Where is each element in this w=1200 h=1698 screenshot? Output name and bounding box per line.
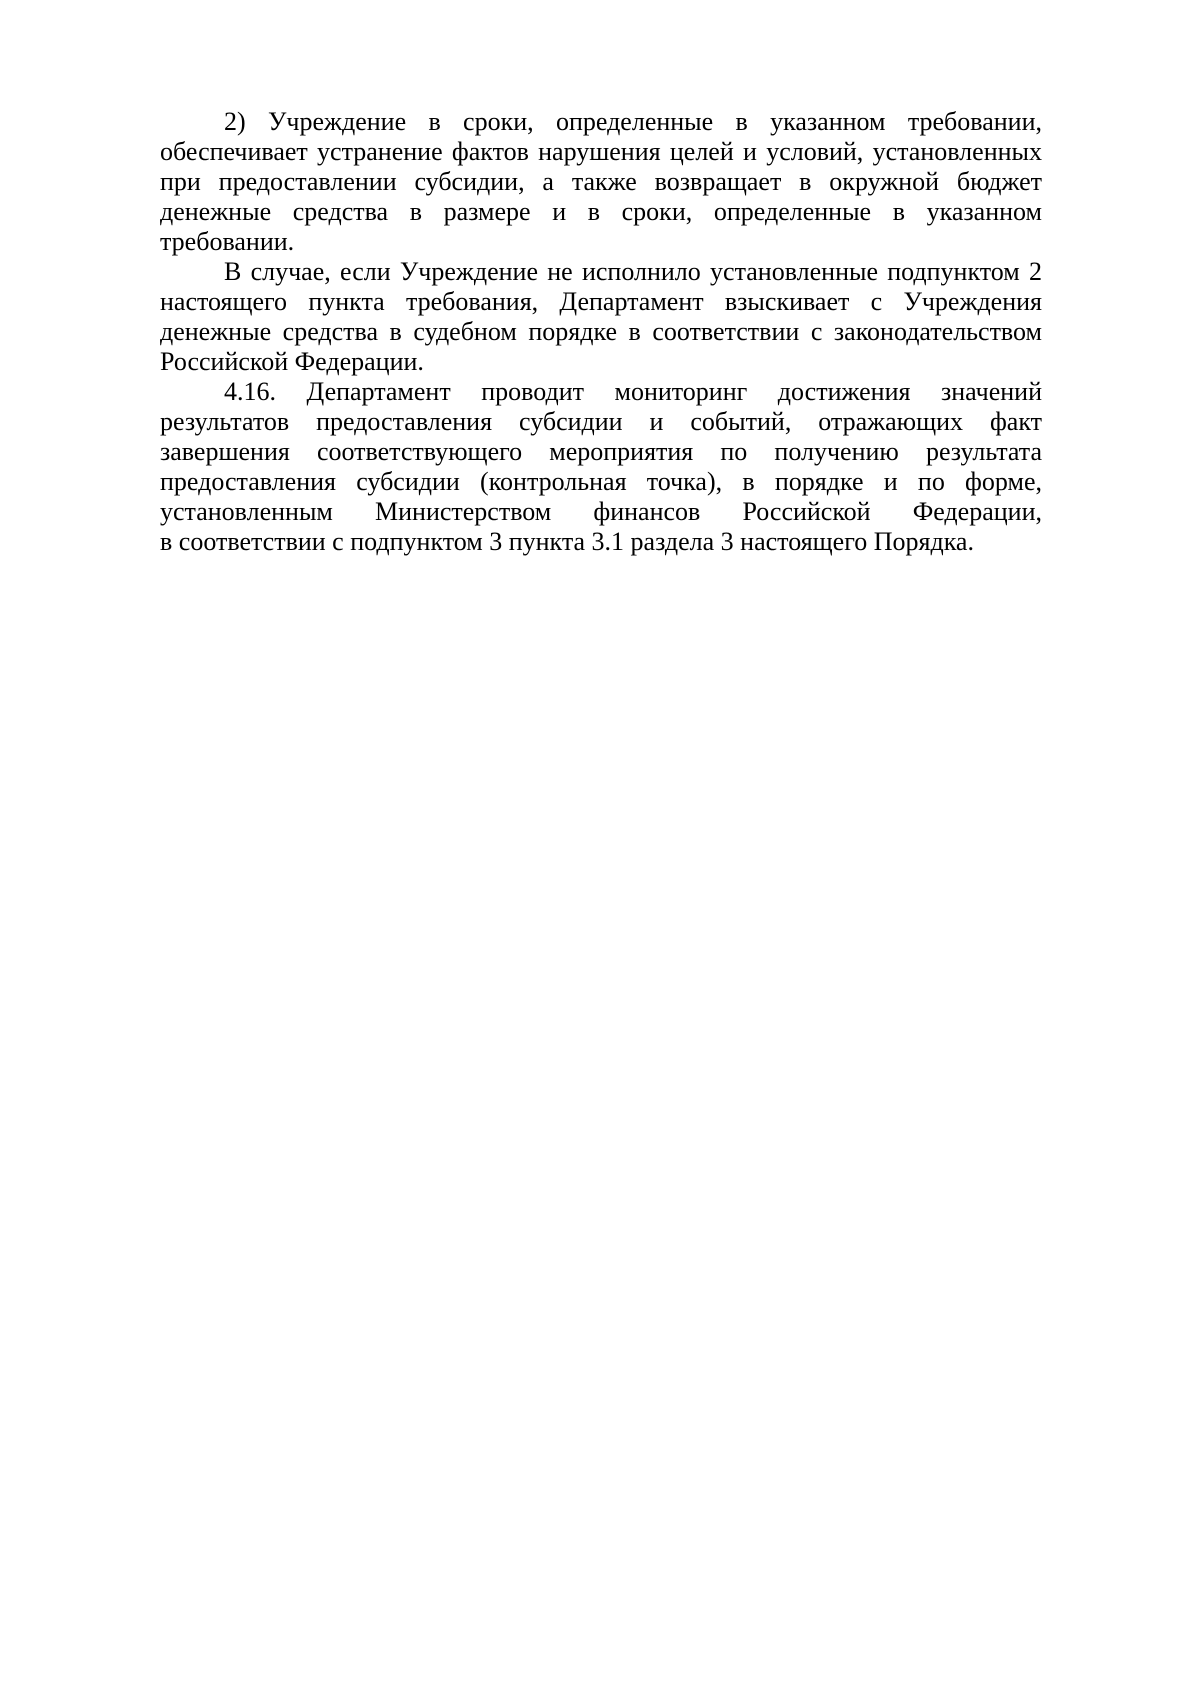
- text-line: результатов предоставления субсидии и событий, отражающих факт: [160, 407, 1042, 436]
- text-line: настоящего пункта требования, Департамент взыскивает с Учреждения: [160, 287, 1042, 316]
- text-line: при предоставлении субсидии, а также возвращает в окружной бюджет: [160, 167, 1042, 196]
- text-line: в соответствии с подпунктом 3 пункта 3.1 раздела 3 настоящего Порядка.: [160, 527, 974, 556]
- paragraph: [160, 377, 1042, 557]
- text-line: предоставления субсидии (контрольная точка), в порядке и по форме,: [160, 467, 1042, 496]
- document-page: [160, 107, 1042, 557]
- paragraph: [160, 257, 1042, 377]
- text-line: Российской Федерации.: [160, 347, 424, 376]
- text-line: денежные средства в размере и в сроки, определенные в указанном: [160, 197, 1042, 226]
- paragraph: [160, 107, 1042, 257]
- text-line: В случае, если Учреждение не исполнило установленные подпунктом 2: [224, 257, 1042, 286]
- text-line: обеспечивает устранение фактов нарушения целей и условий, установленных: [160, 137, 1042, 166]
- text-line: 4.16. Департамент проводит мониторинг достижения значений: [224, 377, 1042, 406]
- text-line: требовании.: [160, 227, 295, 256]
- text-line: 2) Учреждение в сроки, определенные в указанном требовании,: [224, 107, 1042, 136]
- text-line: денежные средства в судебном порядке в соответствии с законодательством: [160, 317, 1042, 346]
- text-line: установленным Министерством финансов Российской Федерации,: [160, 497, 1042, 526]
- text-line: завершения соответствующего мероприятия по получению результата: [160, 437, 1042, 466]
